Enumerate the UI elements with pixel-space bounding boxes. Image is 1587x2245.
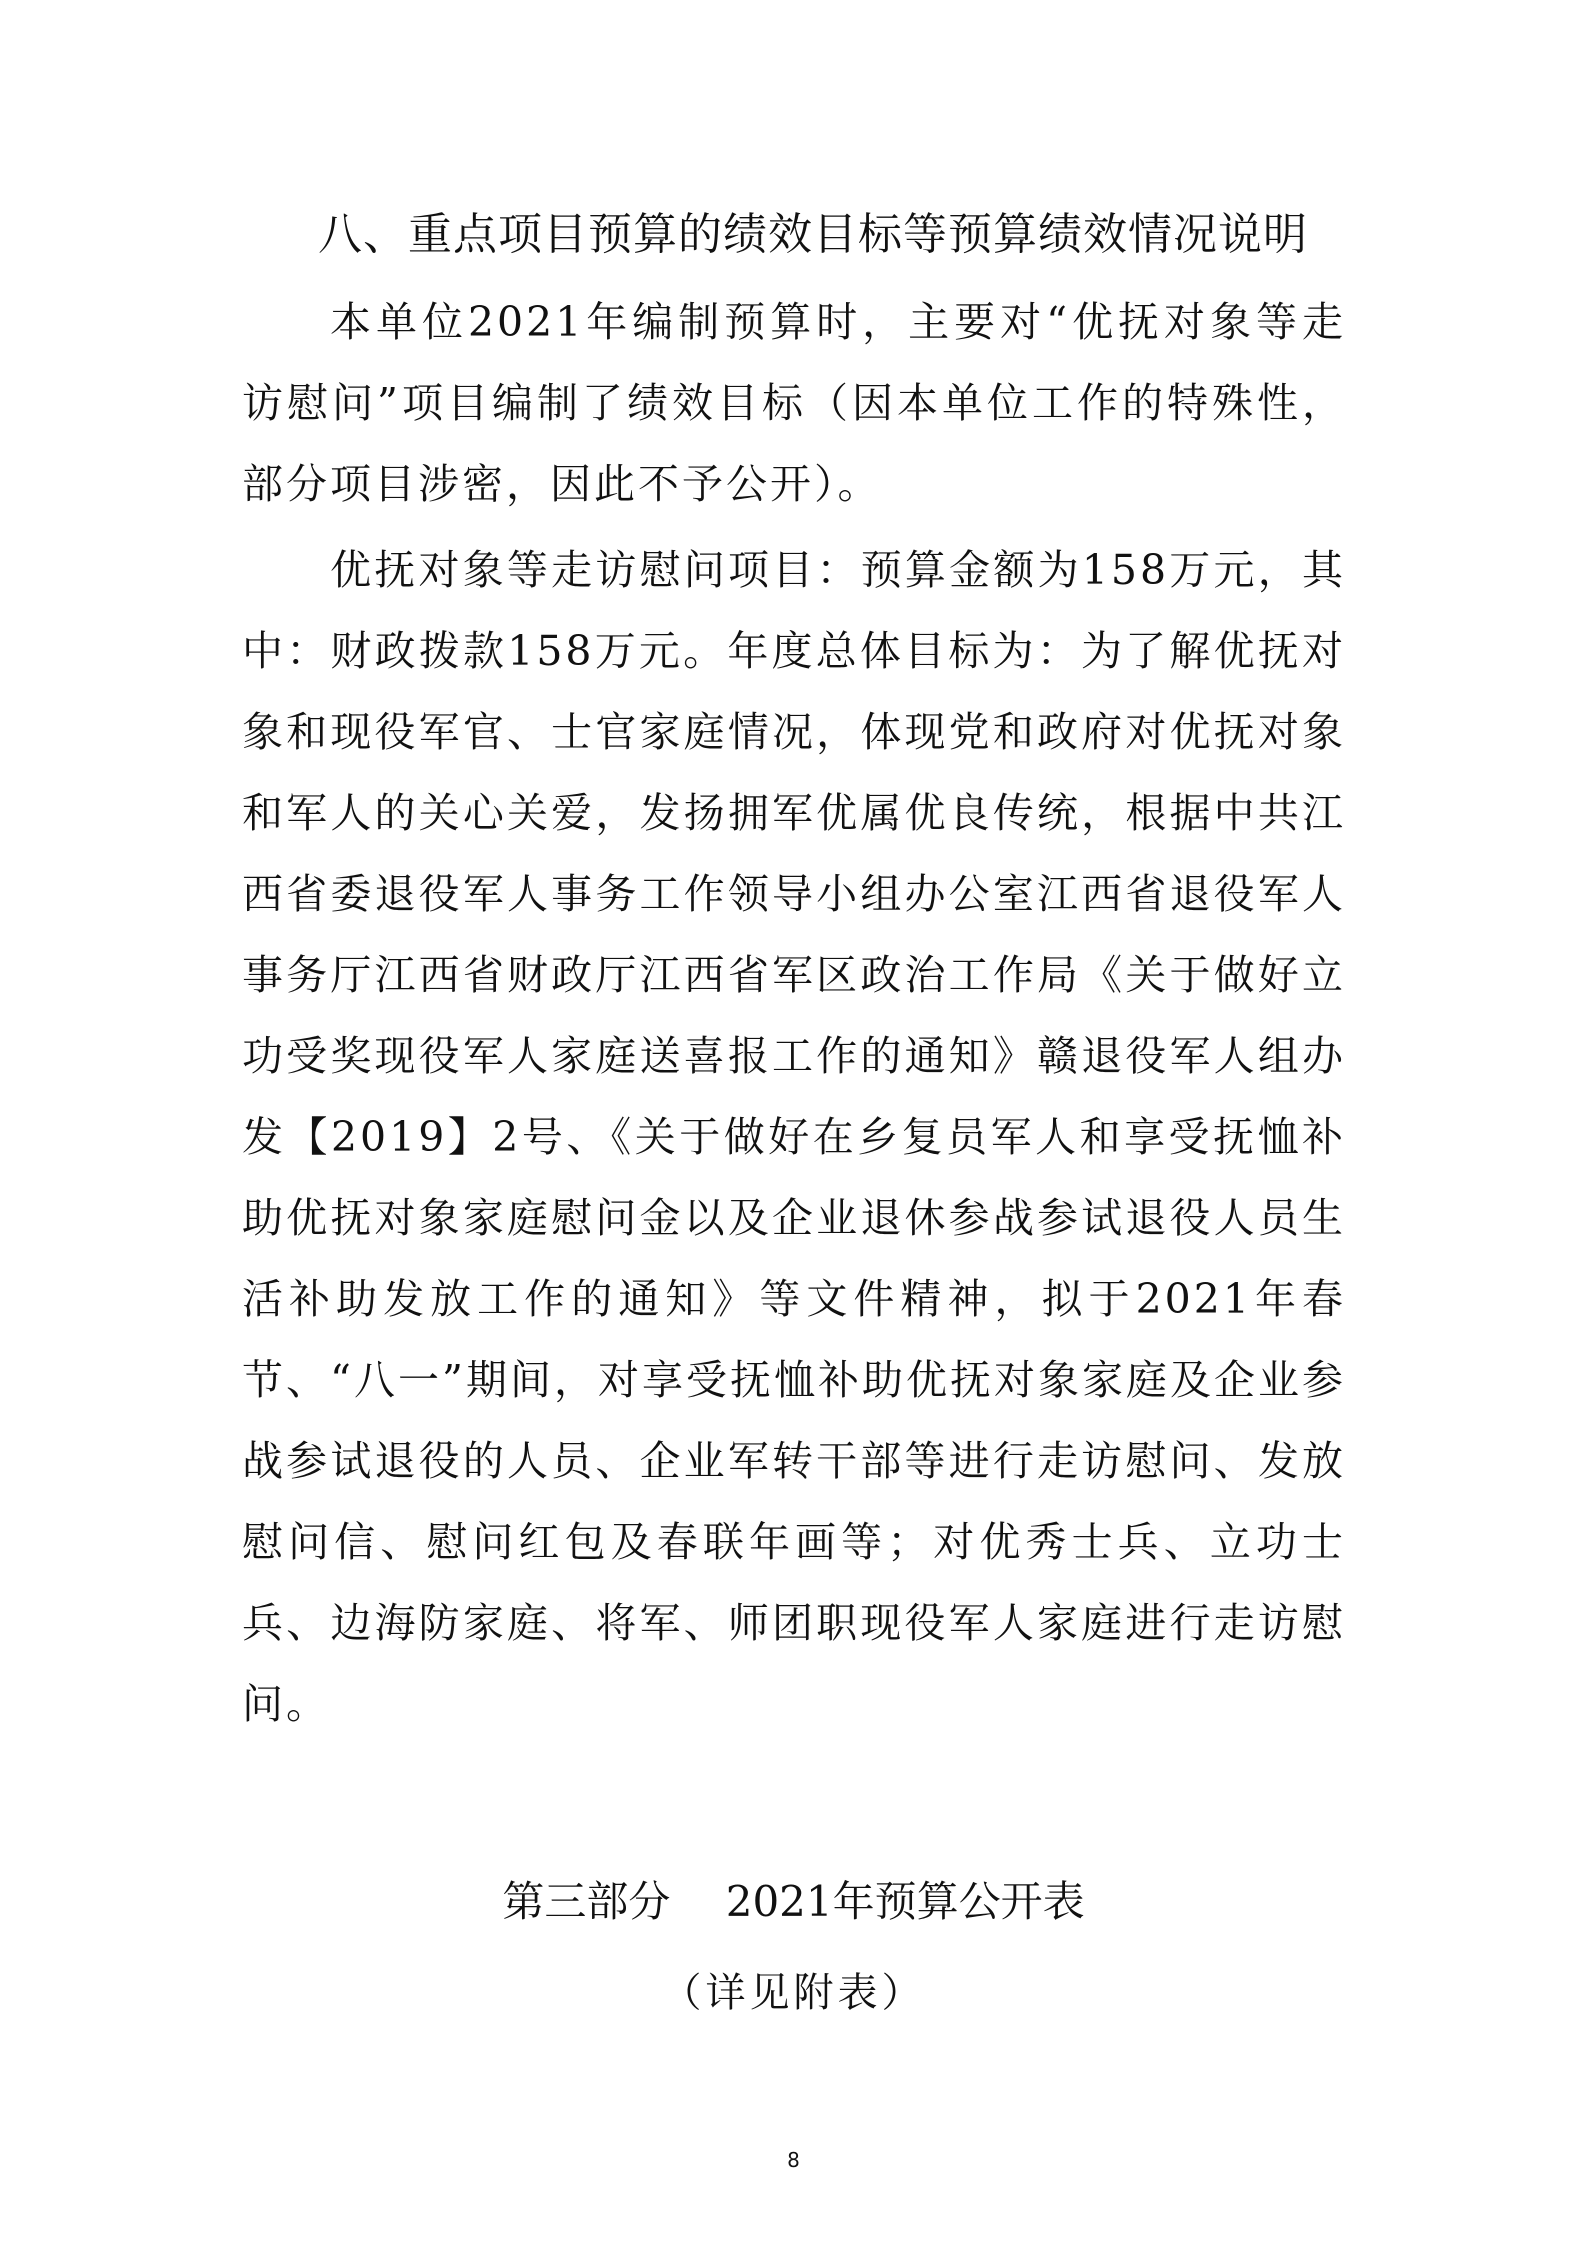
part-three-subtitle: （详见附表） — [661, 1970, 926, 2016]
performance-intro-block — [242, 282, 1346, 525]
paragraph-performance-targets: 本单位2021年编制预算时，主要对“优抚对象等走访慰问”项目编制了绩效目标（因本单位工作的特殊性，部分项目涉密，因此不予公开）。 — [242, 298, 1346, 508]
page-number: 8 — [787, 2148, 800, 2172]
visit-project-block — [242, 530, 1346, 1745]
section-heading: 八、重点项目预算的绩效目标等预算绩效情况说明 — [318, 209, 1308, 260]
paragraph-visit-project: 优抚对象等走访慰问项目：预算金额为158万元，其中：财政拨款158万元。年度总体目标为：为了解优抚对象和现役军官、士官家庭情况，体现党和政府对优抚对象和军人的关心关爱，发扬拥军优属优良传统，根据中共江西省委退役军人事务工作领导小组办公室江西省退役军人事务厅江西省财政厅江西省军区政治工作局《关于做好立功受奖现役军人家庭送喜报工作的通知》赣退役军人组办发【2019】2号、《关于做好在乡复员军人和享受抚恤补助优抚对象家庭慰问金以及企业退休参战参试退役人员生活补助发放工作的通知》等文件精神，拟于2021年春节、“八一”期间，对享受抚恤补助优抚对象家庭及企业参战参试退役的人员、企业军转干部等进行走访慰问、发放慰问信、慰问红包及春联年画等；对优秀士兵、立功士兵、边海防家庭、将军、师团职现役军人家庭进行走访慰问。 — [242, 546, 1346, 1728]
part-three-title: 第三部分 2021年预算公开表 — [502, 1877, 1085, 1926]
